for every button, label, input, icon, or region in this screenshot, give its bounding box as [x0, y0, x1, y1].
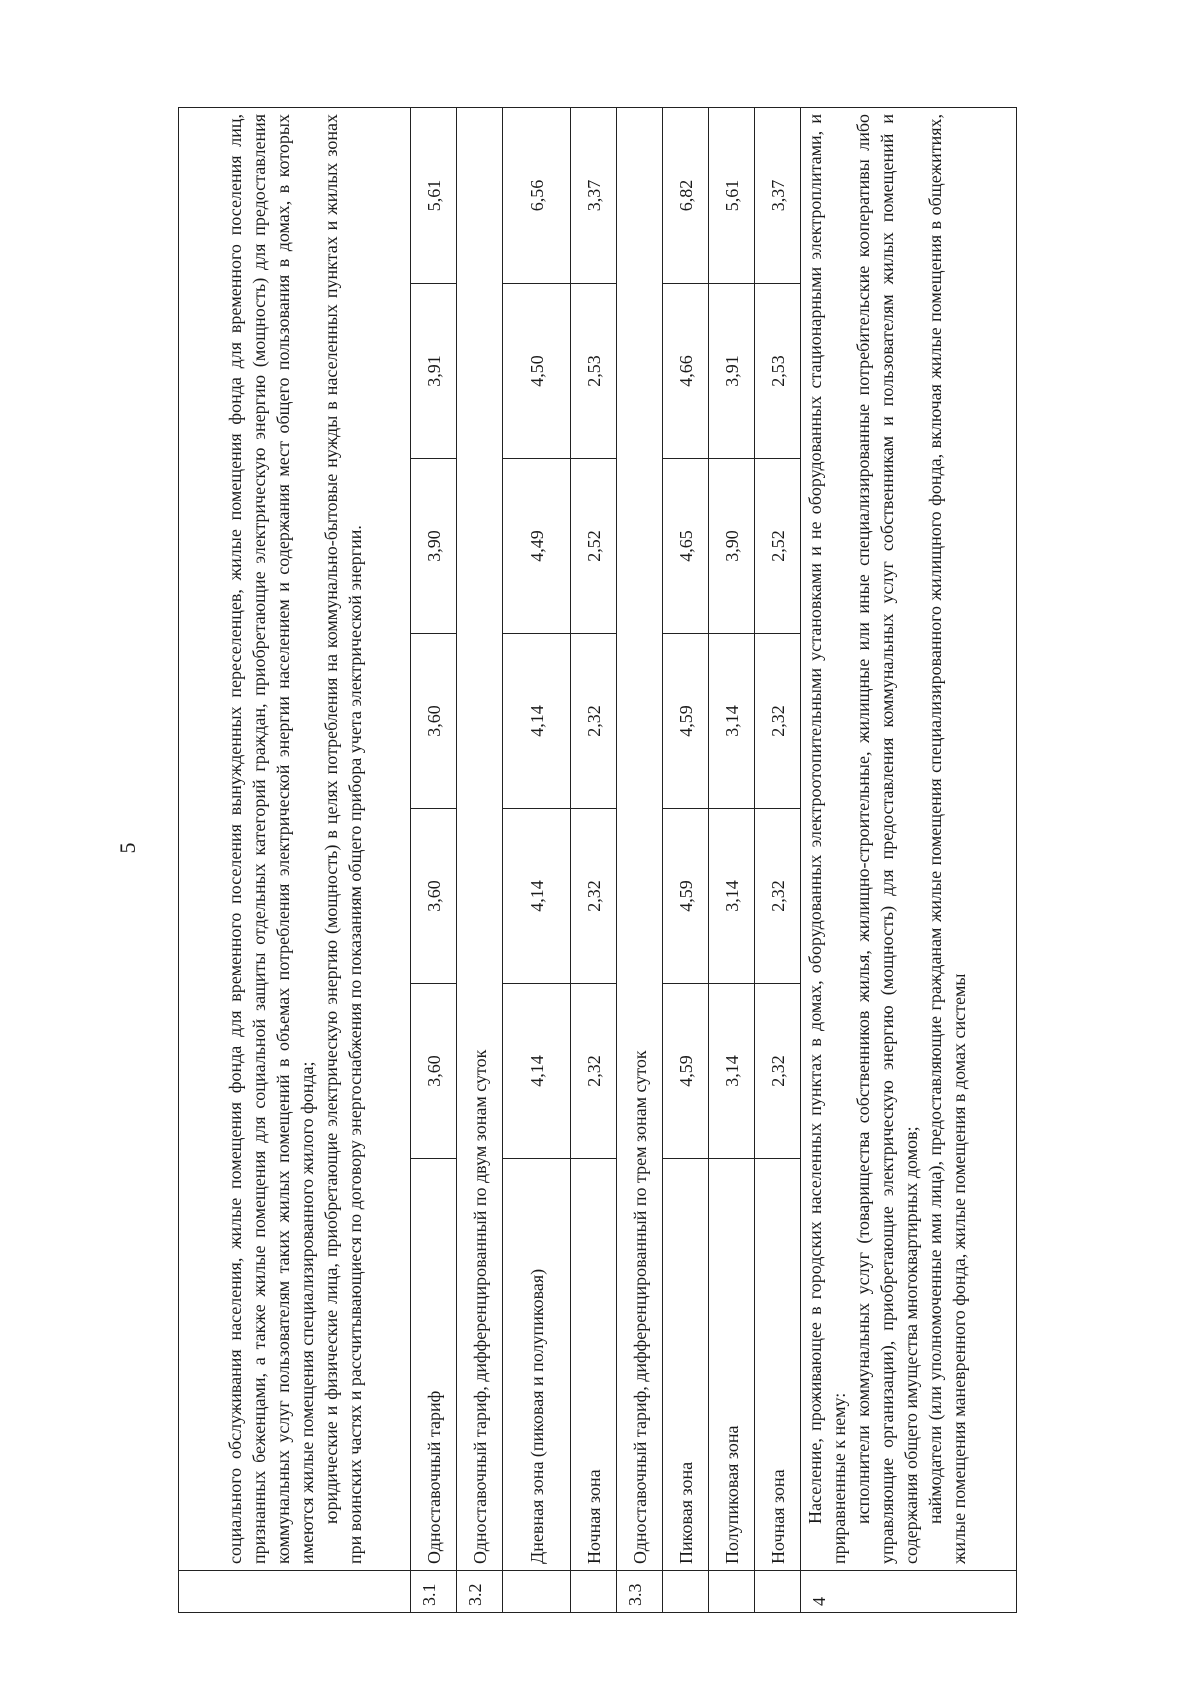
- table-row: [503, 107, 571, 1612]
- tariff-value: 3,37: [755, 107, 801, 283]
- tariff-value: 2,53: [571, 284, 617, 459]
- intro-paragraph-2: юридические и физические лица, приобретающие электрическую энергию (мощность) в целях потребления на коммунально-бытовые нужды в населенных пунктах и жилых зонах при воинских частях и рассчитывающиеся по договору энергоснабжения по показаниям общего прибора учета электрической энергии.: [320, 113, 365, 1564]
- table-row-intro: [179, 107, 411, 1612]
- row4-paragraph-3: наймодатели (или уполномоченные ими лица), предоставляющие гражданам жилые помещения специализированного жилищного фонда, включая жилые помещения в общежитиях, жилые помещения маневренного фонда, жилые помещения в домах системы: [925, 113, 969, 1564]
- index-cell-empty: [663, 1571, 709, 1613]
- row-index: 3.2: [457, 1571, 503, 1613]
- tariff-value: 3,14: [709, 634, 755, 809]
- tariff-value: 3,14: [709, 984, 755, 1159]
- tariff-table: [178, 107, 1017, 1613]
- tariff-name: Дневная зона (пиковая и полупиковая): [503, 1159, 571, 1571]
- tariff-value: 3,14: [709, 809, 755, 984]
- tariff-value: 3,60: [411, 984, 457, 1159]
- tariff-table-rotated: [178, 108, 1018, 1613]
- index-cell-empty: [179, 1571, 411, 1613]
- tariff-value: 3,60: [411, 809, 457, 984]
- tariff-value: 3,90: [709, 459, 755, 634]
- table-row: [709, 107, 755, 1612]
- tariff-value: 2,52: [755, 459, 801, 634]
- tariff-value: 4,50: [503, 284, 571, 459]
- row4-paragraph-2: исполнители коммунальных услуг (товарищества собственников жилья, жилищно-строительные, жилищные или иные специализированные потребительские кооперативы либо управляющие организации), приобретающие электрическую энергию (мощность) для предоставления коммунальных услуг собственникам и пользователям жилых помещений и содержания общего имущества многоквартирных домов;: [853, 113, 921, 1564]
- tariff-value: 5,61: [709, 107, 755, 283]
- tariff-value: 4,65: [663, 459, 709, 634]
- tariff-value: 4,49: [503, 459, 571, 634]
- tariff-value: 2,52: [571, 459, 617, 634]
- tariff-value: 2,32: [755, 984, 801, 1159]
- tariff-value: 2,32: [571, 809, 617, 984]
- tariff-value: 2,53: [755, 284, 801, 459]
- tariff-value: 4,14: [503, 634, 571, 809]
- table-row: [663, 107, 709, 1612]
- row-index: 4: [801, 1571, 1017, 1613]
- tariff-name: Полупиковая зона: [709, 1159, 755, 1571]
- tariff-value: 3,91: [411, 284, 457, 459]
- tariff-name: Ночная зона: [755, 1159, 801, 1571]
- section-heading: Одноставочный тариф, дифференцированный по двум зонам суток: [457, 107, 503, 1570]
- tariff-value: 4,59: [663, 984, 709, 1159]
- tariff-value: 2,32: [755, 809, 801, 984]
- tariff-value: 2,32: [571, 984, 617, 1159]
- tariff-value: 3,37: [571, 107, 617, 283]
- tariff-value: 4,14: [503, 984, 571, 1159]
- tariff-value: 2,32: [755, 634, 801, 809]
- category-description: [801, 107, 1017, 1570]
- tariff-value: 4,59: [663, 634, 709, 809]
- tariff-value: 4,66: [663, 284, 709, 459]
- tariff-name: Пиковая зона: [663, 1159, 709, 1571]
- index-cell-empty: [503, 1571, 571, 1613]
- table-row-4: [801, 107, 1017, 1612]
- intro-cell: [179, 107, 411, 1570]
- tariff-value: 3,90: [411, 459, 457, 634]
- tariff-value: 4,59: [663, 809, 709, 984]
- table-row: [571, 107, 617, 1612]
- tariff-value: 4,14: [503, 809, 571, 984]
- tariff-value: 6,56: [503, 107, 571, 283]
- index-cell-empty: [571, 1571, 617, 1613]
- index-cell-empty: [709, 1571, 755, 1613]
- table-row-heading: [457, 107, 503, 1612]
- row4-paragraph-1: Население, проживающее в городских населенных пунктах в домах, оборудованных электроотопительными установками и не оборудованных стационарными электроплитами, и приравненные к нему:: [805, 113, 849, 1564]
- tariff-name: Ночная зона: [571, 1159, 617, 1571]
- section-heading: Одноставочный тариф, дифференцированный по трем зонам суток: [617, 107, 663, 1570]
- table-row-heading: [617, 107, 663, 1612]
- page-number: 5: [115, 842, 140, 854]
- intro-paragraph-1: социального обслуживания населения, жилые помещения фонда для временного поселения вынужденных переселенцев, жилые помещения фонда для временного поселения лиц, признанных беженцами, а также жилые помещения для социальной защиты отдельных категорий граждан, приобретающие электрическую энергию (мощность) для предоставления коммунальных услуг пользователям таких жилых помещений в объемах потребления электрической энергии населением и содержания мест общего пользования в домах, в которых имеются жилые помещения специализированного жилого фонда;: [224, 113, 317, 1564]
- tariff-value: 5,61: [411, 107, 457, 283]
- index-cell-empty: [755, 1571, 801, 1613]
- row-index: 3.1: [411, 1571, 457, 1613]
- tariff-value: 6,82: [663, 107, 709, 283]
- table-row: [755, 107, 801, 1612]
- tariff-value: 3,91: [709, 284, 755, 459]
- tariff-name: Одноставочный тариф: [411, 1159, 457, 1571]
- tariff-value: 2,32: [571, 634, 617, 809]
- table-row: [411, 107, 457, 1612]
- row-index: 3.3: [617, 1571, 663, 1613]
- tariff-value: 3,60: [411, 634, 457, 809]
